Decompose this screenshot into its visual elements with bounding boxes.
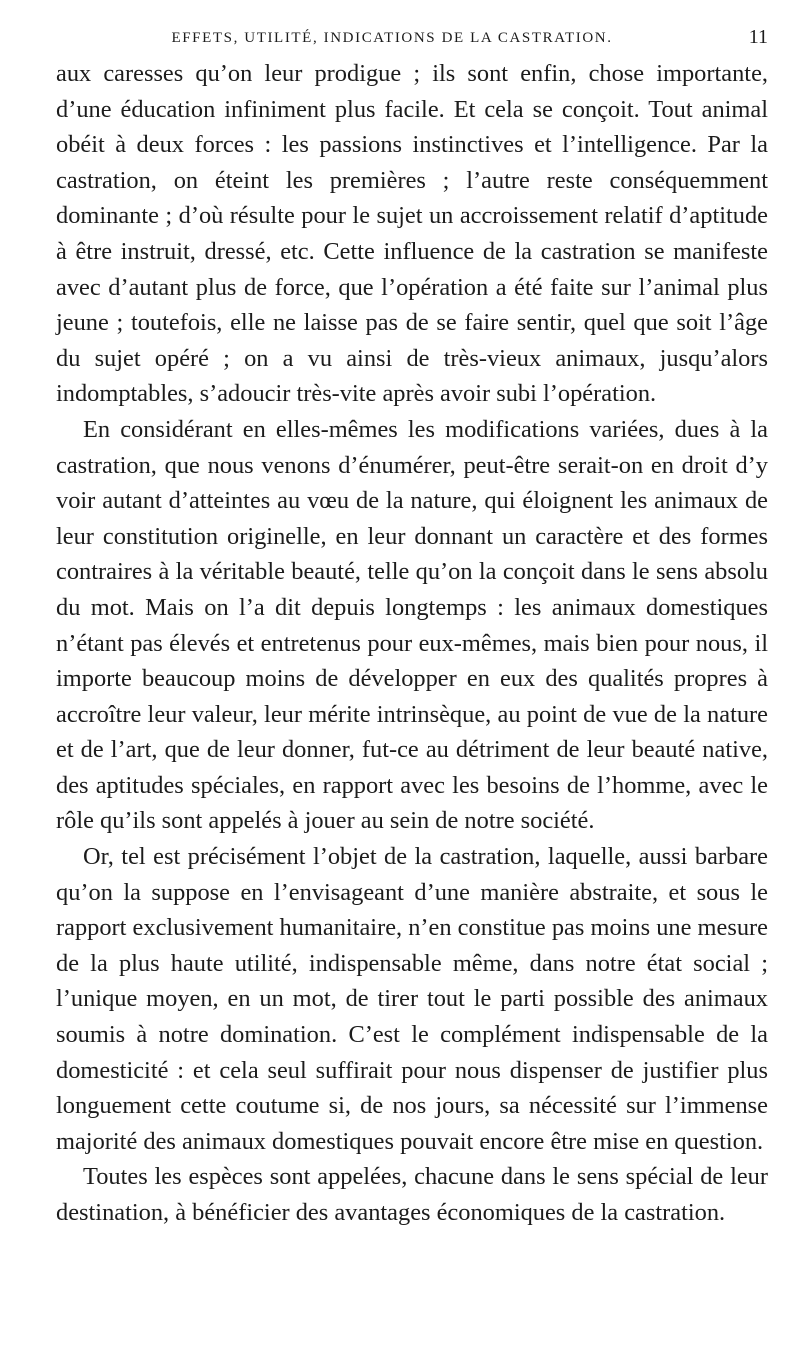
paragraph-continuation: aux caresses qu’on leur prodigue ; ils sont enfin, chose importante, d’une éducation infiniment plus facile. Et cela se conçoit. Tout animal obéit à deux forces : les passions instinctives et l’intelligence. Par la castration, on éteint les premières ; l’autre reste conséquemment dominante ; d’où résulte pour le sujet un accroissement relatif d’aptitude à être instruit, dressé, etc. Cette influence de la castration se manifeste avec d’autant plus de force, que l’opération a été faite sur l’animal plus jeune ; toutefois, elle ne laisse pas de se faire sentir, quel que soit l’âge du sujet opéré ; on a vu ainsi de très-vieux animaux, jusqu’alors indomptables, s’adoucir très-vite après avoir subi l’opération. (56, 60, 768, 408)
paragraph-modifications: En considérant en elles-mêmes les modifications variées, dues à la castration, que nous venons d’énumérer, peut-être serait-on en droit d’y voir autant d’atteintes au vœu de la nature, qui éloignent les animaux de leur constitution originelle, en leur donnant un caractère et des formes contraires à la véritable beauté, telle qu’on la conçoit dans le sens absolu du mot. Mais on l’a dit depuis longtemps : les animaux domestiques n’étant pas élevés et entretenus pour eux-mêmes, mais bien pour nous, il importe beaucoup moins de développer en eux des qualités propres à accroître leur valeur, leur mérite intrinsèque, au point de vue de la nature et de l’art, que de leur donner, fut-ce au détriment de leur beauté native, des aptitudes spéciales, en rapport avec les besoins de l’homme, avec le rôle qu’ils sont appelés à jouer au sein de notre société. (56, 415, 768, 835)
paragraph-utility: Or, tel est précisément l’objet de la castration, laquelle, aussi barbare qu’on la suppose en l’envisageant d’une manière abstraite, et sous le rapport exclusivement humanitaire, n’en constitue pas moins une mesure de la plus haute utilité, indispensable même, dans notre état social ; l’unique moyen, en un mot, de tirer tout le parti possible des animaux soumis à notre domination. C’est le complément indispensable de la domesticité : et cela seul suffirait pour nous dispenser de justifier plus longuement cette coutume si, de nos jours, sa nécessité sur l’immense majorité des animaux domestiques pouvait encore être mise en question. (56, 843, 768, 1155)
book-page (56, 22, 768, 1231)
running-head-title: EFFETS, UTILITÉ, INDICATIONS DE LA CASTRATION. (171, 30, 613, 46)
paragraph-species: Toutes les espèces sont appelées, chacune dans le sens spécial de leur destination, à bénéficier des avantages économiques de la castration. (56, 1163, 768, 1226)
body-text (56, 56, 768, 1231)
page-number: 11 (748, 26, 768, 48)
running-head (56, 22, 768, 56)
